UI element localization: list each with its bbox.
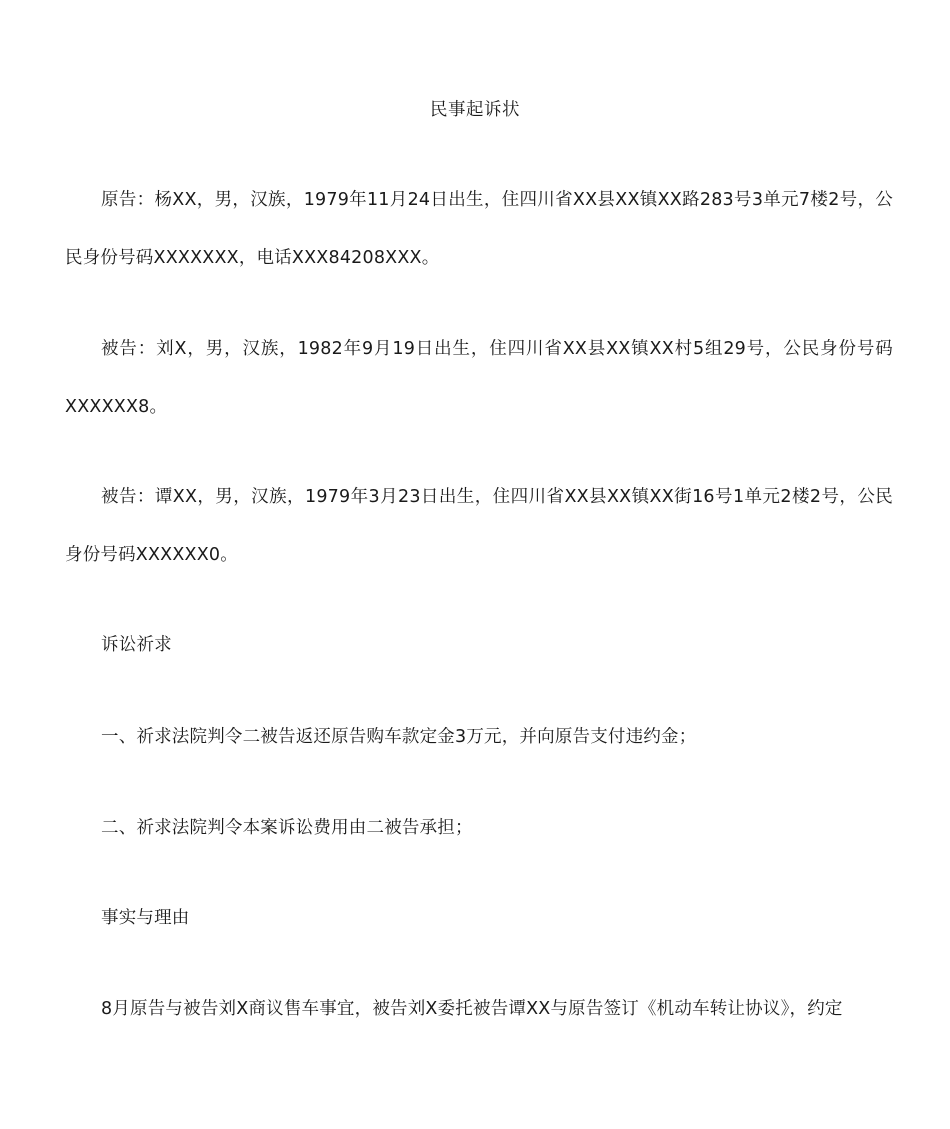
defendant-2-paragraph: 被告：谭XX，男，汉族，1979年3月23日出生，住四川省XX县XX镇XX街16号1单元2楼2号，公民身份号码XXXXXX0。 xyxy=(65,487,893,565)
plaintiff-paragraph: 原告：杨XX，男，汉族，1979年11月24日出生，住四川省XX县XX镇XX路283号3单元7楼2号，公民身份号码XXXXXXX，电话XXX84208XXX。 xyxy=(65,190,893,268)
document-title: 民事起诉状 xyxy=(430,100,520,120)
facts-heading: 事实与理由 xyxy=(101,908,190,928)
facts-paragraph: 8月原告与被告刘X商议售车事宜，被告刘X委托被告谭XX与原告签订《机动车转让协议》，约定 xyxy=(101,999,843,1019)
claims-heading: 诉讼祈求 xyxy=(101,635,172,655)
defendant-1-paragraph: 被告：刘X，男，汉族，1982年9月19日出生，住四川省XX县XX镇XX村5组29号，公民身份号码XXXXXX8。 xyxy=(65,339,893,417)
claim-2-paragraph: 二、祈求法院判令本案诉讼费用由二被告承担； xyxy=(101,818,473,838)
claim-1-paragraph: 一、祈求法院判令二被告返还原告购车款定金3万元，并向原告支付违约金； xyxy=(101,727,697,747)
